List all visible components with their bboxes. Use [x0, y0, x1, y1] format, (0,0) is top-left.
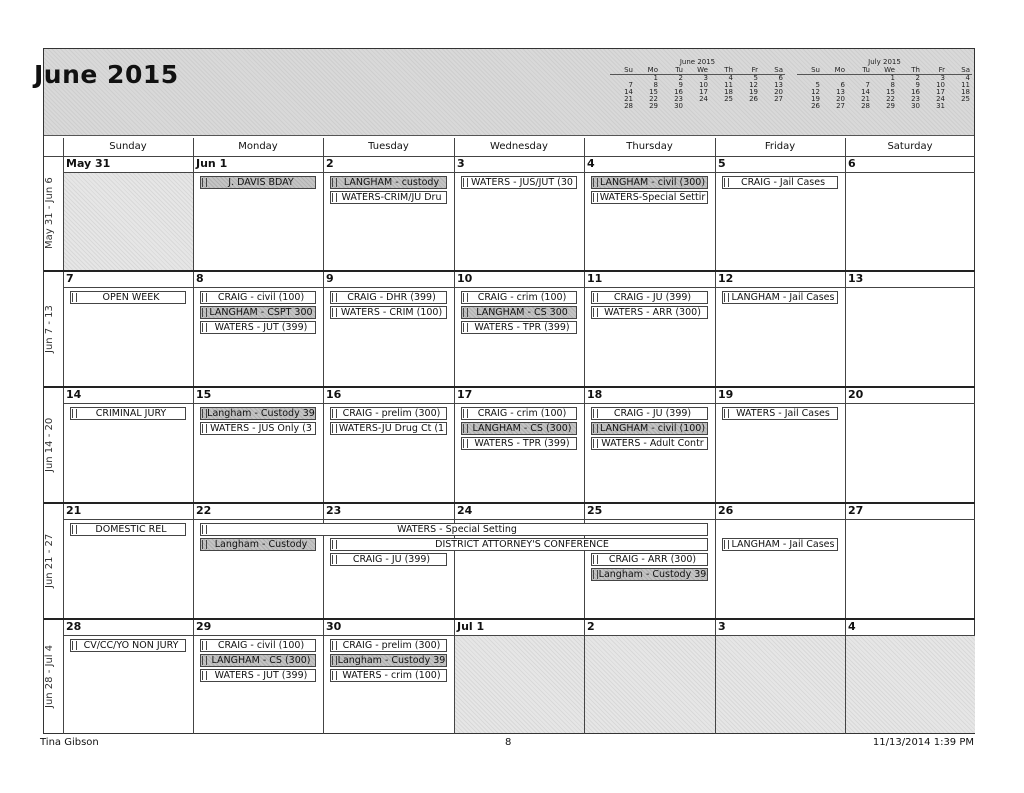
mini-day[interactable]: 23 — [911, 95, 920, 103]
mini-day[interactable]: 29 — [886, 102, 895, 110]
calendar-event[interactable]: WATERS - CRIM (100) — [330, 306, 447, 319]
weekday-header: Tuesday — [368, 141, 409, 152]
mini-weekday: Sa — [947, 67, 972, 75]
calendar-event[interactable]: WATERS-JU Drug Ct (1 — [330, 422, 447, 435]
mini-day[interactable]: 14 — [624, 88, 633, 96]
date-number[interactable]: 30 — [326, 620, 342, 633]
column-divider — [454, 138, 455, 734]
calendar-event[interactable]: WATERS - JUT (399) — [200, 669, 316, 682]
mini-day[interactable]: 5 — [815, 81, 820, 89]
mini-day[interactable]: 20 — [774, 88, 783, 96]
mini-day[interactable]: 6 — [778, 74, 783, 82]
out-of-month-cell — [455, 636, 584, 733]
mini-calendar-title: July 2015 — [868, 58, 901, 66]
mini-weekday: Tu — [847, 67, 872, 75]
calendar-event[interactable]: CRAIG - crim (100) — [461, 407, 577, 420]
week-divider — [44, 270, 975, 272]
calendar-event[interactable]: WATERS-CRIM/JU Dru — [330, 191, 447, 204]
date-number[interactable]: 19 — [718, 388, 734, 401]
month-title: June 2015 — [34, 60, 179, 89]
mini-day[interactable]: 28 — [861, 102, 870, 110]
mini-day[interactable]: 31 — [936, 102, 945, 110]
column-divider — [193, 138, 194, 734]
date-row-divider — [63, 519, 975, 520]
week-divider — [44, 386, 975, 388]
mini-day[interactable]: 14 — [861, 88, 870, 96]
calendar-event[interactable]: CRAIG - civil (100) — [200, 291, 316, 304]
calendar-event[interactable]: Langham - Custody 39 — [200, 407, 316, 420]
date-number[interactable]: 2 — [587, 620, 595, 633]
date-number[interactable]: Jun 1 — [196, 157, 228, 170]
mini-day[interactable]: 25 — [961, 95, 970, 103]
mini-day[interactable]: 7 — [628, 81, 633, 89]
calendar-event[interactable]: LANGHAM - Jail Cases — [722, 538, 838, 551]
date-number[interactable]: 5 — [718, 157, 726, 170]
calendar-event[interactable]: LANGHAM - CSPT 300 — [200, 306, 316, 319]
mini-day[interactable]: 4 — [728, 74, 733, 82]
date-number[interactable]: 2 — [326, 157, 334, 170]
week-range-label: Jun 28 - Jul 4 — [44, 644, 55, 709]
calendar-event[interactable]: WATERS - Adult Contr — [591, 437, 708, 450]
calendar-event[interactable]: LANGHAM - CS (300) — [461, 422, 577, 435]
date-number[interactable]: 13 — [848, 272, 864, 285]
mini-day[interactable]: 3 — [940, 74, 945, 82]
calendar-event[interactable]: CRAIG - crim (100) — [461, 291, 577, 304]
mini-day[interactable]: 22 — [649, 95, 658, 103]
date-number[interactable]: 23 — [326, 504, 342, 517]
calendar-event[interactable]: CRAIG - prelim (300) — [330, 407, 447, 420]
week-range-label: Jun 21 - 27 — [44, 533, 55, 589]
mini-weekday: Th — [897, 67, 922, 75]
date-number[interactable]: 11 — [587, 272, 603, 285]
mini-calendar — [610, 58, 785, 110]
mini-day[interactable]: 8 — [890, 81, 895, 89]
header-divider — [44, 156, 975, 157]
date-row-divider — [63, 403, 975, 404]
mini-day[interactable]: 1 — [890, 74, 895, 82]
date-number[interactable]: 16 — [326, 388, 342, 401]
date-number[interactable]: 26 — [718, 504, 734, 517]
mini-day[interactable]: 27 — [774, 95, 783, 103]
mini-day[interactable]: 21 — [624, 95, 633, 103]
mini-weekday: Fr — [922, 67, 947, 75]
date-number[interactable]: 3 — [457, 157, 465, 170]
mini-calendar — [797, 58, 972, 110]
calendar-event[interactable]: WATERS - TPR (399) — [461, 437, 577, 450]
out-of-month-cell — [585, 636, 715, 733]
date-number[interactable]: 8 — [196, 272, 204, 285]
calendar-event[interactable]: CRAIG - DHR (399) — [330, 291, 447, 304]
calendar-event[interactable]: WATERS-Special Settir — [591, 191, 708, 204]
calendar-event[interactable]: WATERS - JUS Only (3 — [200, 422, 316, 435]
week-divider — [44, 618, 975, 620]
date-number[interactable]: 18 — [587, 388, 603, 401]
mini-day[interactable]: 25 — [724, 95, 733, 103]
mini-day[interactable]: 26 — [749, 95, 758, 103]
date-number[interactable]: 24 — [457, 504, 473, 517]
date-number[interactable]: 4 — [848, 620, 856, 633]
mini-day[interactable]: 10 — [936, 81, 945, 89]
column-divider — [715, 138, 716, 734]
mini-weekday: We — [685, 67, 710, 75]
date-number[interactable]: 12 — [718, 272, 734, 285]
calendar-event[interactable]: CV/CC/YO NON JURY — [70, 639, 186, 652]
date-number[interactable]: 17 — [457, 388, 473, 401]
mini-weekday: Tu — [660, 67, 685, 75]
mini-weekday: Fr — [735, 67, 760, 75]
calendar-event[interactable]: CRAIG - JU (399) — [591, 291, 708, 304]
date-row-divider — [63, 287, 975, 288]
out-of-month-cell — [64, 173, 193, 270]
mini-day[interactable]: 28 — [624, 102, 633, 110]
mini-day[interactable]: 24 — [936, 95, 945, 103]
date-number[interactable]: 29 — [196, 620, 212, 633]
column-divider — [323, 138, 324, 734]
date-row-divider — [63, 172, 975, 173]
mini-day[interactable]: 10 — [699, 81, 708, 89]
calendar-event[interactable]: LANGHAM - CS (300) — [200, 654, 316, 667]
mini-day[interactable] — [760, 103, 785, 110]
calendar-event[interactable]: LANGHAM - civil (300) — [591, 176, 708, 189]
mini-day[interactable]: 23 — [674, 95, 683, 103]
date-number[interactable]: 7 — [66, 272, 74, 285]
mini-day[interactable]: 29 — [649, 102, 658, 110]
footer-timestamp: 11/13/2014 1:39 PM — [872, 737, 974, 748]
mini-weekday: Th — [710, 67, 735, 75]
week-divider — [44, 502, 975, 504]
calendar-event[interactable]: CRIMINAL JURY — [70, 407, 186, 420]
calendar-event[interactable]: Langham - Custody 39 — [591, 568, 708, 581]
mini-weekday: Su — [797, 67, 822, 75]
date-number[interactable]: Jul 1 — [457, 620, 485, 633]
date-number[interactable]: 20 — [848, 388, 864, 401]
mini-day[interactable]: 16 — [674, 88, 683, 96]
date-row-divider — [63, 635, 975, 636]
calendar-event[interactable]: WATERS - JUS/JUT (30 — [461, 176, 577, 189]
mini-day[interactable]: 20 — [836, 95, 845, 103]
mini-day[interactable] — [947, 103, 972, 110]
calendar-event[interactable]: LANGHAM - Jail Cases — [722, 291, 838, 304]
calendar-event[interactable]: WATERS - JUT (399) — [200, 321, 316, 334]
calendar-event[interactable]: LANGHAM - custody — [330, 176, 447, 189]
out-of-month-cell — [846, 636, 975, 733]
mini-day[interactable]: 16 — [911, 88, 920, 96]
date-number[interactable]: 14 — [66, 388, 82, 401]
mini-weekday: We — [872, 67, 897, 75]
mini-day[interactable] — [710, 103, 735, 110]
weekday-header: Friday — [764, 141, 796, 152]
footer-page-number: 8 — [505, 737, 512, 748]
calendar-event[interactable]: Langham - Custody — [200, 538, 316, 551]
mini-day[interactable]: 12 — [749, 81, 758, 89]
mini-day[interactable]: 21 — [861, 95, 870, 103]
calendar-event[interactable]: CRAIG - JU (399) — [330, 553, 447, 566]
mini-day[interactable]: 13 — [774, 81, 783, 89]
mini-day[interactable]: 18 — [724, 88, 733, 96]
date-number[interactable]: 15 — [196, 388, 212, 401]
calendar-event[interactable]: WATERS - Special Setting — [200, 523, 708, 536]
mini-day[interactable]: 8 — [653, 81, 658, 89]
mini-day[interactable]: 19 — [749, 88, 758, 96]
out-of-month-cell — [716, 636, 845, 733]
mini-weekday: Mo — [822, 67, 847, 75]
mini-day[interactable]: 2 — [678, 74, 683, 82]
mini-day[interactable]: 17 — [699, 88, 708, 96]
calendar-event[interactable]: WATERS - TPR (399) — [461, 321, 577, 334]
mini-day[interactable]: 11 — [724, 81, 733, 89]
mini-day[interactable]: 17 — [936, 88, 945, 96]
mini-day[interactable]: 15 — [649, 88, 658, 96]
mini-day[interactable] — [735, 103, 760, 110]
date-number[interactable]: 21 — [66, 504, 82, 517]
calendar-event[interactable]: CRAIG - prelim (300) — [330, 639, 447, 652]
calendar-event[interactable]: LANGHAM - CS 300 — [461, 306, 577, 319]
mini-day[interactable]: 22 — [886, 95, 895, 103]
date-number[interactable]: 27 — [848, 504, 864, 517]
date-number[interactable]: May 31 — [66, 157, 111, 170]
mini-day[interactable]: 30 — [674, 102, 683, 110]
mini-day[interactable]: 1 — [653, 74, 658, 82]
mini-day[interactable]: 11 — [961, 81, 970, 89]
calendar-event[interactable]: DISTRICT ATTORNEY'S CONFERENCE — [330, 538, 708, 551]
mini-day[interactable] — [685, 103, 710, 110]
mini-day[interactable]: 9 — [915, 81, 920, 89]
mini-weekday: Su — [610, 67, 635, 75]
weekday-header: Monday — [238, 141, 278, 152]
week-range-label: May 31 - Jun 6 — [44, 177, 55, 250]
mini-day[interactable]: 13 — [836, 88, 845, 96]
date-number[interactable]: 4 — [587, 157, 595, 170]
mini-day[interactable]: 19 — [811, 95, 820, 103]
column-divider — [584, 138, 585, 734]
week-range-label: Jun 7 - 13 — [44, 305, 55, 353]
mini-day[interactable]: 12 — [811, 88, 820, 96]
mini-day[interactable]: 7 — [865, 81, 870, 89]
mini-day[interactable]: 15 — [886, 88, 895, 96]
weekday-header: Sunday — [109, 141, 147, 152]
calendar-event[interactable]: WATERS - Jail Cases — [722, 407, 838, 420]
date-number[interactable]: 3 — [718, 620, 726, 633]
calendar-event[interactable]: CRAIG - JU (399) — [591, 407, 708, 420]
mini-day[interactable]: 27 — [836, 102, 845, 110]
date-number[interactable]: 25 — [587, 504, 603, 517]
weekday-header: Wednesday — [490, 141, 548, 152]
mini-day[interactable]: 4 — [965, 74, 970, 82]
date-number[interactable]: 10 — [457, 272, 473, 285]
footer-owner: Tina Gibson — [40, 737, 99, 748]
calendar-event[interactable]: WATERS - crim (100) — [330, 669, 447, 682]
date-number[interactable]: 6 — [848, 157, 856, 170]
mini-weekday: Mo — [635, 67, 660, 75]
mini-day[interactable]: 2 — [915, 74, 920, 82]
mini-day[interactable]: 3 — [703, 74, 708, 82]
calendar-event[interactable]: DOMESTIC REL — [70, 523, 186, 536]
mini-calendar-title: June 2015 — [679, 58, 716, 66]
calendar-event[interactable]: WATERS - ARR (300) — [591, 306, 708, 319]
mini-weekday: Sa — [760, 67, 785, 75]
mini-day[interactable]: 6 — [840, 81, 845, 89]
weekday-header: Thursday — [626, 141, 673, 152]
calendar-event[interactable]: CRAIG - civil (100) — [200, 639, 316, 652]
calendar-event[interactable]: CRAIG - Jail Cases — [722, 176, 838, 189]
mini-day[interactable]: 26 — [811, 102, 820, 110]
weekday-header: Saturday — [887, 141, 933, 152]
mini-day[interactable]: 5 — [753, 74, 758, 82]
mini-day[interactable]: 9 — [678, 81, 683, 89]
mini-day[interactable]: 30 — [911, 102, 920, 110]
mini-day[interactable]: 18 — [961, 88, 970, 96]
week-range-label: Jun 14 - 20 — [44, 417, 55, 473]
column-divider — [845, 138, 846, 734]
mini-day[interactable]: 24 — [699, 95, 708, 103]
date-number[interactable]: 28 — [66, 620, 82, 633]
date-number[interactable]: 9 — [326, 272, 334, 285]
calendar-event[interactable]: OPEN WEEK — [70, 291, 186, 304]
date-number[interactable]: 22 — [196, 504, 212, 517]
calendar-event[interactable]: CRAIG - ARR (300) — [591, 553, 708, 566]
calendar-event[interactable]: J. DAVIS BDAY — [200, 176, 316, 189]
calendar-event[interactable]: LANGHAM - civil (100) — [591, 422, 708, 435]
calendar-event[interactable]: Langham - Custody 39 — [330, 654, 447, 667]
